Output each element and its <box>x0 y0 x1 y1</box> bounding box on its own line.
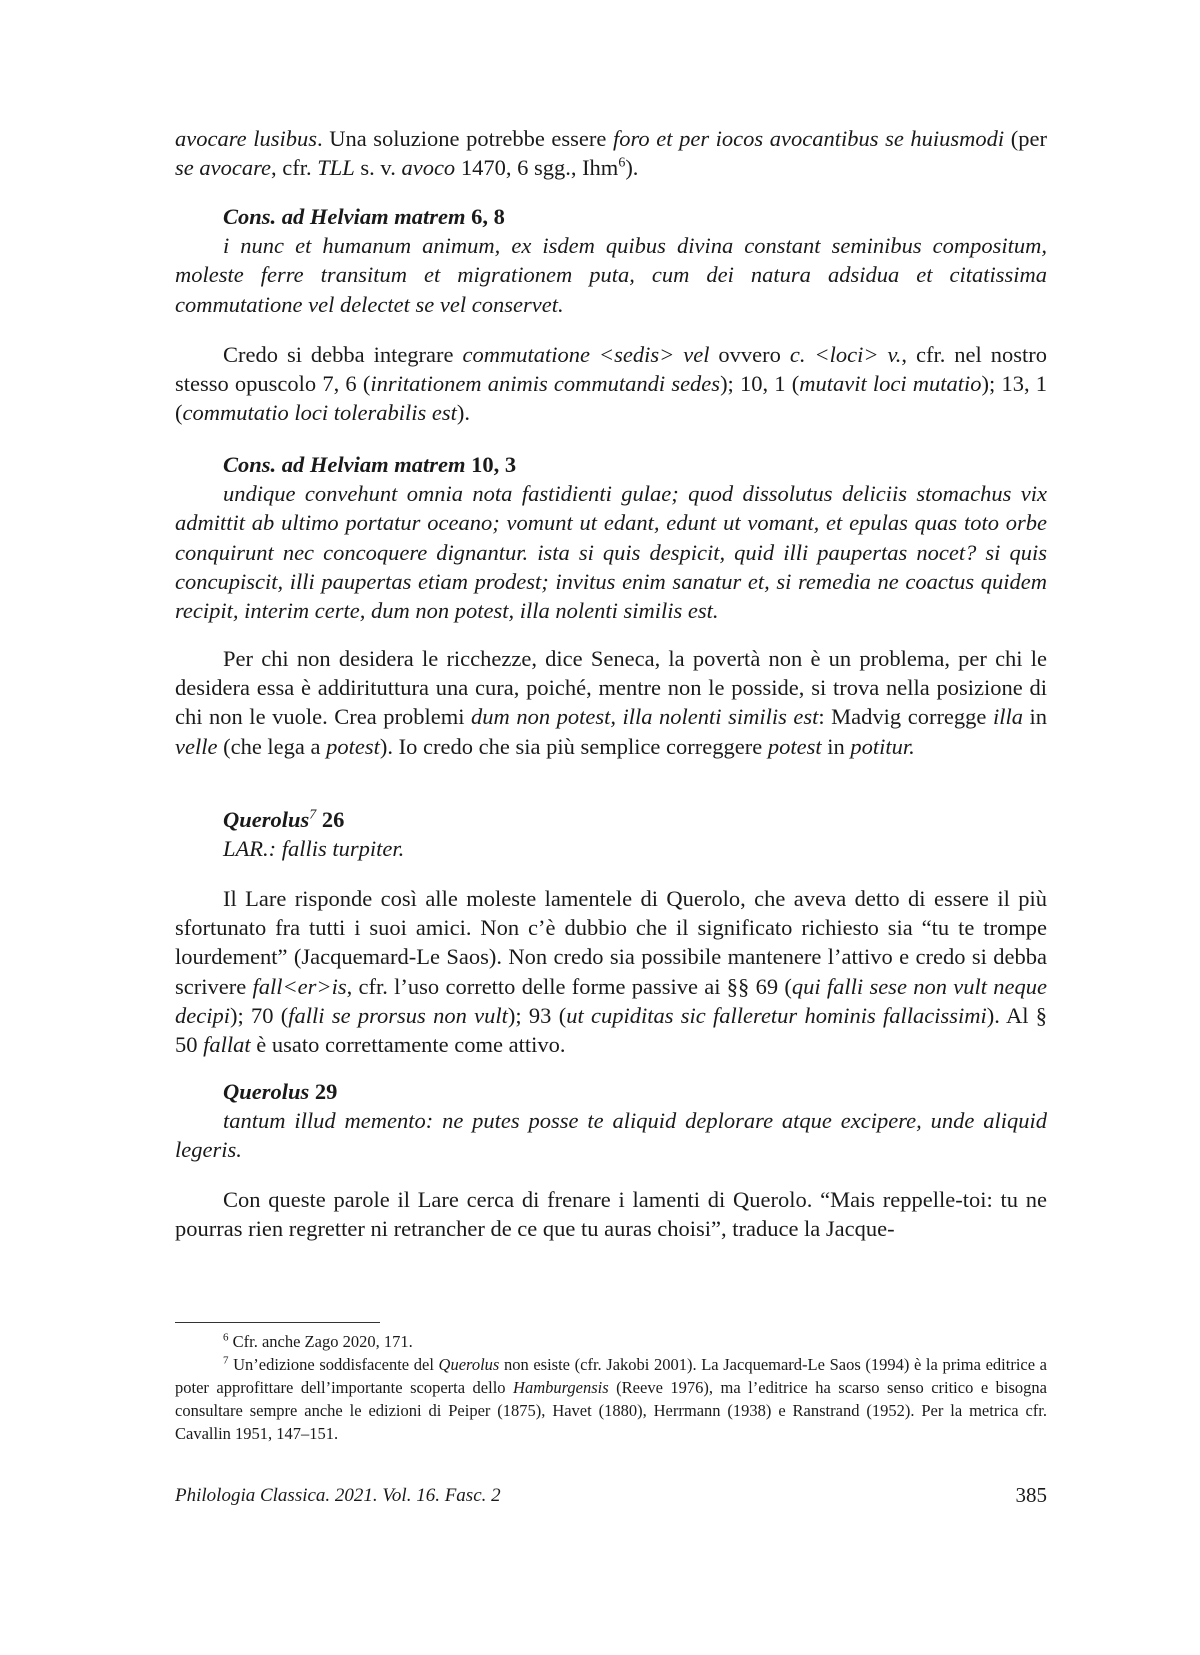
footnote-ref-6: 6 <box>618 155 626 171</box>
commentary-paragraph: Il Lare risponde così alle moleste lamentele di Querolo, che aveva detto di essere il più sfortunato fra tutti i suoi amici. Non c’è dubbio che il significato richiesto sia “tu te trompe lourdement” (Jacquemard-Le Saos). Non credo sia possibile mantenere l’attivo e credo si debba scrivere fall<er>is, cfr. l’uso corretto delle forme passive ai §§ 69 (qui falli sese non vult neque decipi); 70 (falli se prorsus non vult); 93 (ut cupiditas sic falleretur hominis fallacissimi). Al § 50 fallat è usato correttamente come attivo. <box>175 886 1047 1058</box>
latin-phrase: avocare lusibus <box>175 126 317 151</box>
commentary-paragraph: Per chi non desidera le ricchezze, dice Seneca, la povertà non è un problema, per chi le desidera essa è addirituttura una cura, poiché, mentre non le posside, si trova nella posizione di chi non le vuole. Crea problemi dum non potest, illa nolenti similis est: Madvig corregge illa in velle (che lega a potest). Io credo che sia più semplice correggere potest in potitur. <box>175 646 1048 759</box>
commentary-paragraph: Con queste parole il Lare cerca di frenare i lamenti di Querolo. “Mais reppelle-toi: tu ne pourras rien regretter ni retrancher de ce que tu auras choisi”, traduce la Jacque- <box>175 1187 1047 1242</box>
footnotes <box>175 1330 1047 1445</box>
footnote-divider <box>175 1322 380 1323</box>
latin-quotation: LAR.: fallis turpiter. <box>223 836 405 862</box>
section-querolus-29 <box>175 1077 1047 1165</box>
footnote-ref-7: 7 <box>309 807 317 823</box>
latin-phrase: foro et per iocos avocantibus se huiusmodi <box>612 126 1005 151</box>
commentary-paragraph: Credo si debba integrare commutatione <sedis> vel ovvero c. <loci> v., cfr. nel nostro stesso opuscolo 7, 6 (inritationem animis commutandi sedes); 10, 1 (mutavit loci mutatio); 13, 1 (commutatio loci tolerabilis est). <box>175 342 1047 426</box>
section-querolus-26 <box>175 805 1047 863</box>
section-cons-helviam-10-3 <box>175 450 1047 625</box>
latin-quotation: tantum illud memento: ne putes posse te aliquid deplorare atque excipere, unde aliquid legeris. <box>175 1108 1047 1163</box>
journal-citation: Philologia Classica. 2021. Vol. 16. Fasc. 2 <box>175 1485 501 1506</box>
section-heading: Querolus$^7$ 26 <box>223 807 345 832</box>
latin-quotation: i nunc et humanum animum, ex isdem quibus divina constant seminibus compositum, moleste ferre transitum et migrationem puta, cum dei natura adsidua et citatissima commutatione vel delectet se vel conservet. <box>175 233 1047 317</box>
section-heading: Querolus 29 <box>223 1079 338 1104</box>
footnote-6: $^6$ Cfr. anche Zago 2020, 171. <box>223 1331 413 1351</box>
section-heading: Cons. ad Helviam matrem 6, 8 <box>223 204 505 229</box>
page-number: 385 <box>1015 1483 1047 1507</box>
latin-quotation: undique convehunt omnia nota fastidienti gulae; quod dissolutus deliciis stomachus vix admittit ab ultimo portatur oceano; vomunt ut edant, edunt ut vomant, et epulas quas toto orbe conquirunt nec concoquere dignantur. ista si quis despicit, quid illi paupertas nocet? si quis concupiscit, illi paupertas etiam prodest; invitus enim sanatur et, si remedia ne coactus quidem recipit, interim certe, dum non potest, illa nolenti similis est. <box>175 481 1047 624</box>
section-cons-helviam-6-8 <box>175 202 1047 319</box>
section-heading: Cons. ad Helviam matrem 10, 3 <box>223 452 517 477</box>
footnote-7: $^7$ Un’edizione soddisfacente del Querolus non esiste (cfr. Jakobi 2001). La Jacquemard-Le Saos (1994) è la prima editrice a poter approfittare dell’importante scoperta dello Hamburgensis (Reeve 1976), ma l’editrice ha scarso senso critico e bisogna consultare sempre anche le edizioni di Peiper (1875), Havet (1880), Herrmann (1938) e Ranstrand (1952). Per la metrica cfr. Cavallin 1951, 147–151. <box>175 1354 1047 1443</box>
page-footer <box>175 1485 1047 1507</box>
paragraph-continuation: avocare lusibus. Una soluzione potrebbe essere foro et per iocos avocantibus se huiusmodi (per se avocare, cfr. TLL s. v. avoco 1470, 6 sgg., Ihm$^6$). <box>175 126 1047 181</box>
